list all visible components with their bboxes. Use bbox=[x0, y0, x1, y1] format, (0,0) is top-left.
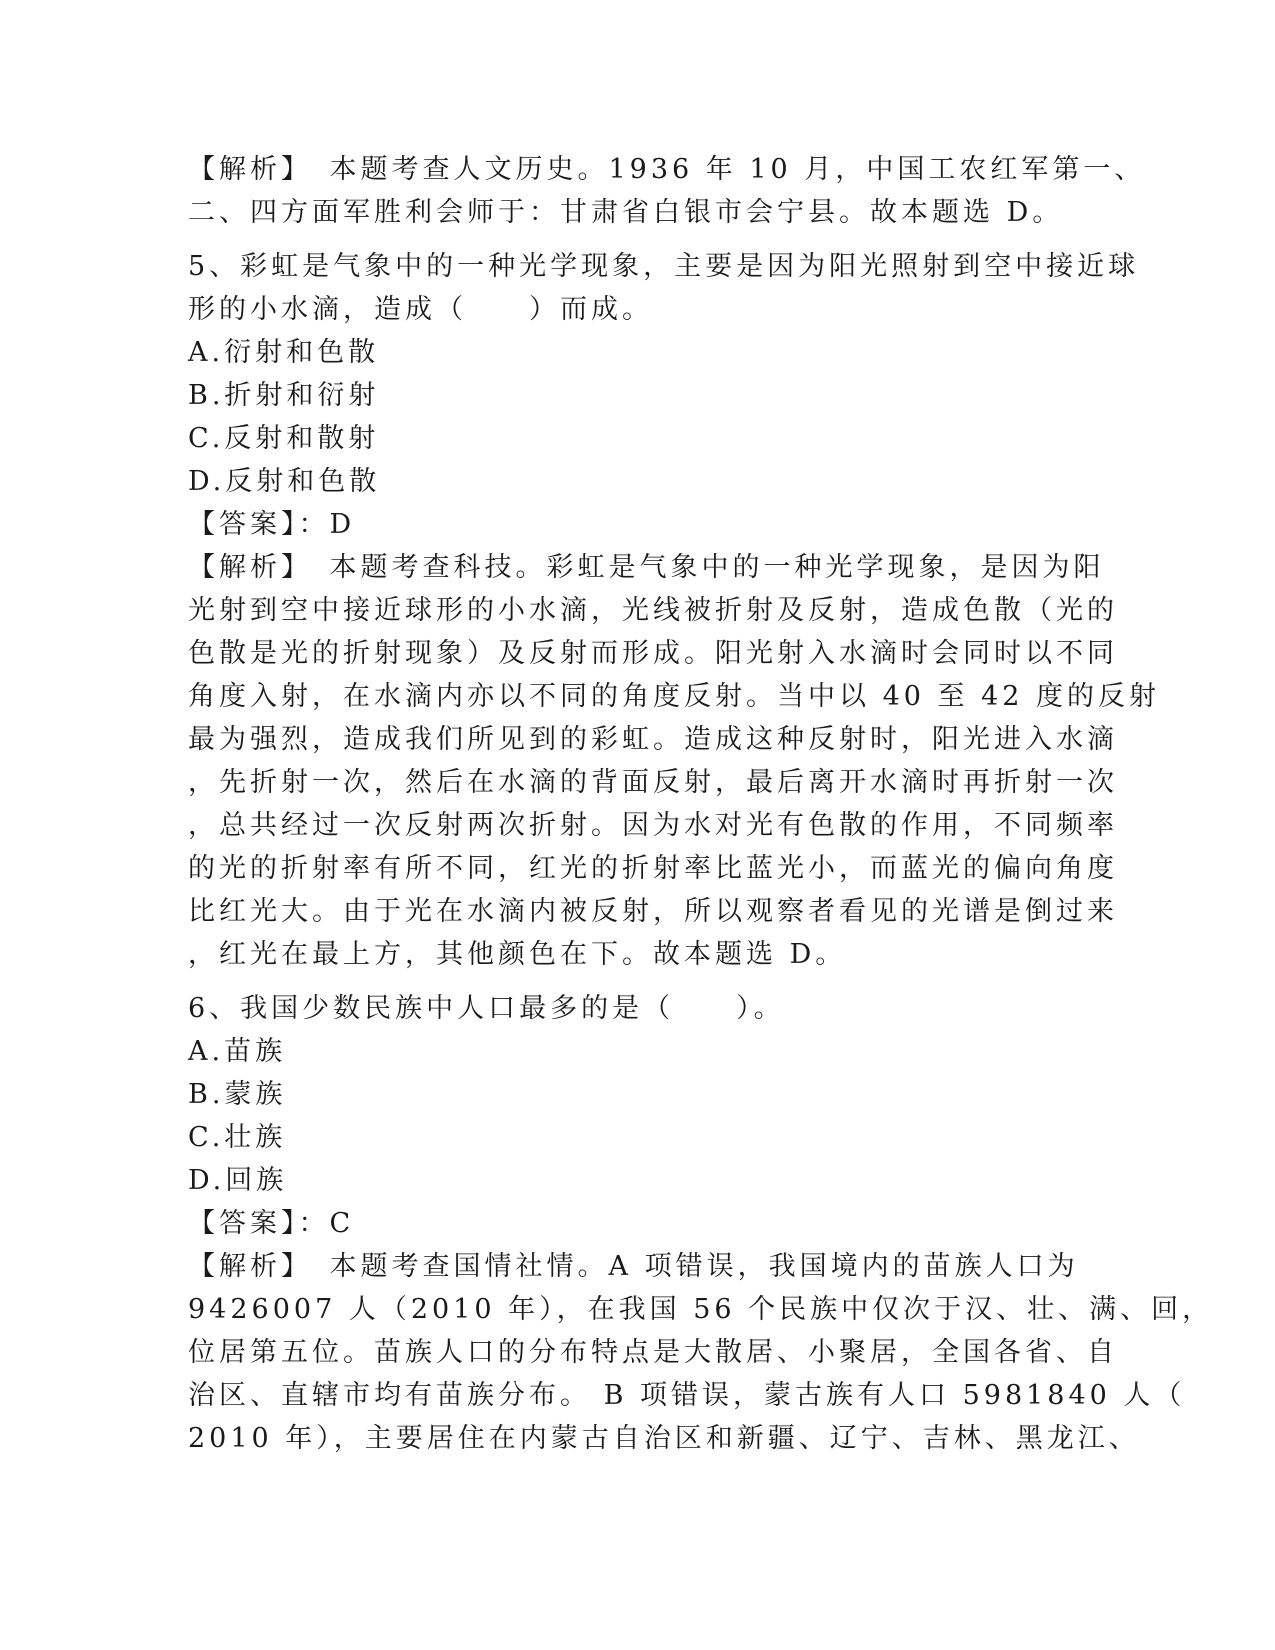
answer: 【答案】：C bbox=[188, 1208, 355, 1239]
option-a: A.衍射和色散 bbox=[188, 337, 380, 368]
explanation-line: 角度入射，在水滴内亦以不同的角度反射。当中以 40 至 42 度的反射 bbox=[188, 681, 1161, 712]
question-text: 6、我国少数民族中人口最多的是（ ）。 bbox=[188, 993, 785, 1024]
option-d: D.反射和色散 bbox=[188, 466, 381, 497]
option-b: B.折射和衍射 bbox=[188, 380, 380, 411]
explanation-line: 2010 年），主要居住在内蒙古自治区和新疆、辽宁、吉林、黑龙江、 bbox=[188, 1423, 1140, 1454]
option-d: D.回族 bbox=[188, 1165, 288, 1196]
explanation-line: 9426007 人（2010 年），在我国 56 个民族中仅次于汉、壮、满、回， bbox=[188, 1294, 1214, 1325]
question-5 bbox=[188, 245, 1161, 976]
option-b: B.蒙族 bbox=[188, 1079, 287, 1110]
option-c: C.反射和散射 bbox=[188, 423, 380, 454]
option-a: A.苗族 bbox=[188, 1036, 287, 1067]
document-page bbox=[188, 148, 1214, 1460]
option-c: C.壮族 bbox=[188, 1122, 287, 1153]
explanation-line: 治区、直辖市均有苗族分布。 B 项错误，蒙古族有人口 5981840 人（ bbox=[188, 1380, 1186, 1411]
answer: 【答案】：D bbox=[188, 509, 356, 540]
explanation-line: 位居第五位。苗族人口的分布特点是大散居、小聚居，全国各省、自 bbox=[188, 1337, 1118, 1368]
prev-explanation bbox=[188, 148, 1146, 234]
explanation-line: 【解析】 本题考查科技。彩虹是气象中的一种光学现象，是因为阳 bbox=[188, 552, 1105, 583]
explanation-line: 【解析】 本题考查人文历史。1936 年 10 月，中国工农红军第一、 bbox=[188, 154, 1146, 185]
explanation-line: 【解析】 本题考查国情社情。A 项错误，我国境内的苗族人口为 bbox=[188, 1251, 1079, 1282]
explanation-line: 的光的折射率有所不同，红光的折射率比蓝光小，而蓝光的偏向角度 bbox=[188, 853, 1118, 884]
explanation-line: ，先折射一次，然后在水滴的背面反射，最后离开水滴时再折射一次 bbox=[188, 767, 1118, 798]
explanation-line: ，红光在最上方，其他颜色在下。故本题选 D。 bbox=[188, 939, 847, 970]
explanation-line: 二、四方面军胜利会师于：甘肃省白银市会宁县。故本题选 D。 bbox=[188, 197, 1064, 228]
explanation-line: 色散是光的折射现象）及反射而形成。阳光射入水滴时会同时以不同 bbox=[188, 638, 1118, 669]
explanation-line: ，总共经过一次反射两次折射。因为水对光有色散的作用，不同频率 bbox=[188, 810, 1118, 841]
question-text: 形的小水滴，造成（ ）而成。 bbox=[188, 294, 653, 325]
explanation-line: 比红光大。由于光在水滴内被反射，所以观察者看见的光谱是倒过来 bbox=[188, 896, 1118, 927]
explanation-line: 光射到空中接近球形的小水滴，光线被折射及反射，造成色散（光的 bbox=[188, 595, 1118, 626]
question-6 bbox=[188, 987, 1214, 1460]
explanation-line: 最为强烈，造成我们所见到的彩虹。造成这种反射时，阳光进入水滴 bbox=[188, 724, 1118, 755]
question-text: 5、彩虹是气象中的一种光学现象，主要是因为阳光照射到空中接近球 bbox=[188, 251, 1140, 282]
